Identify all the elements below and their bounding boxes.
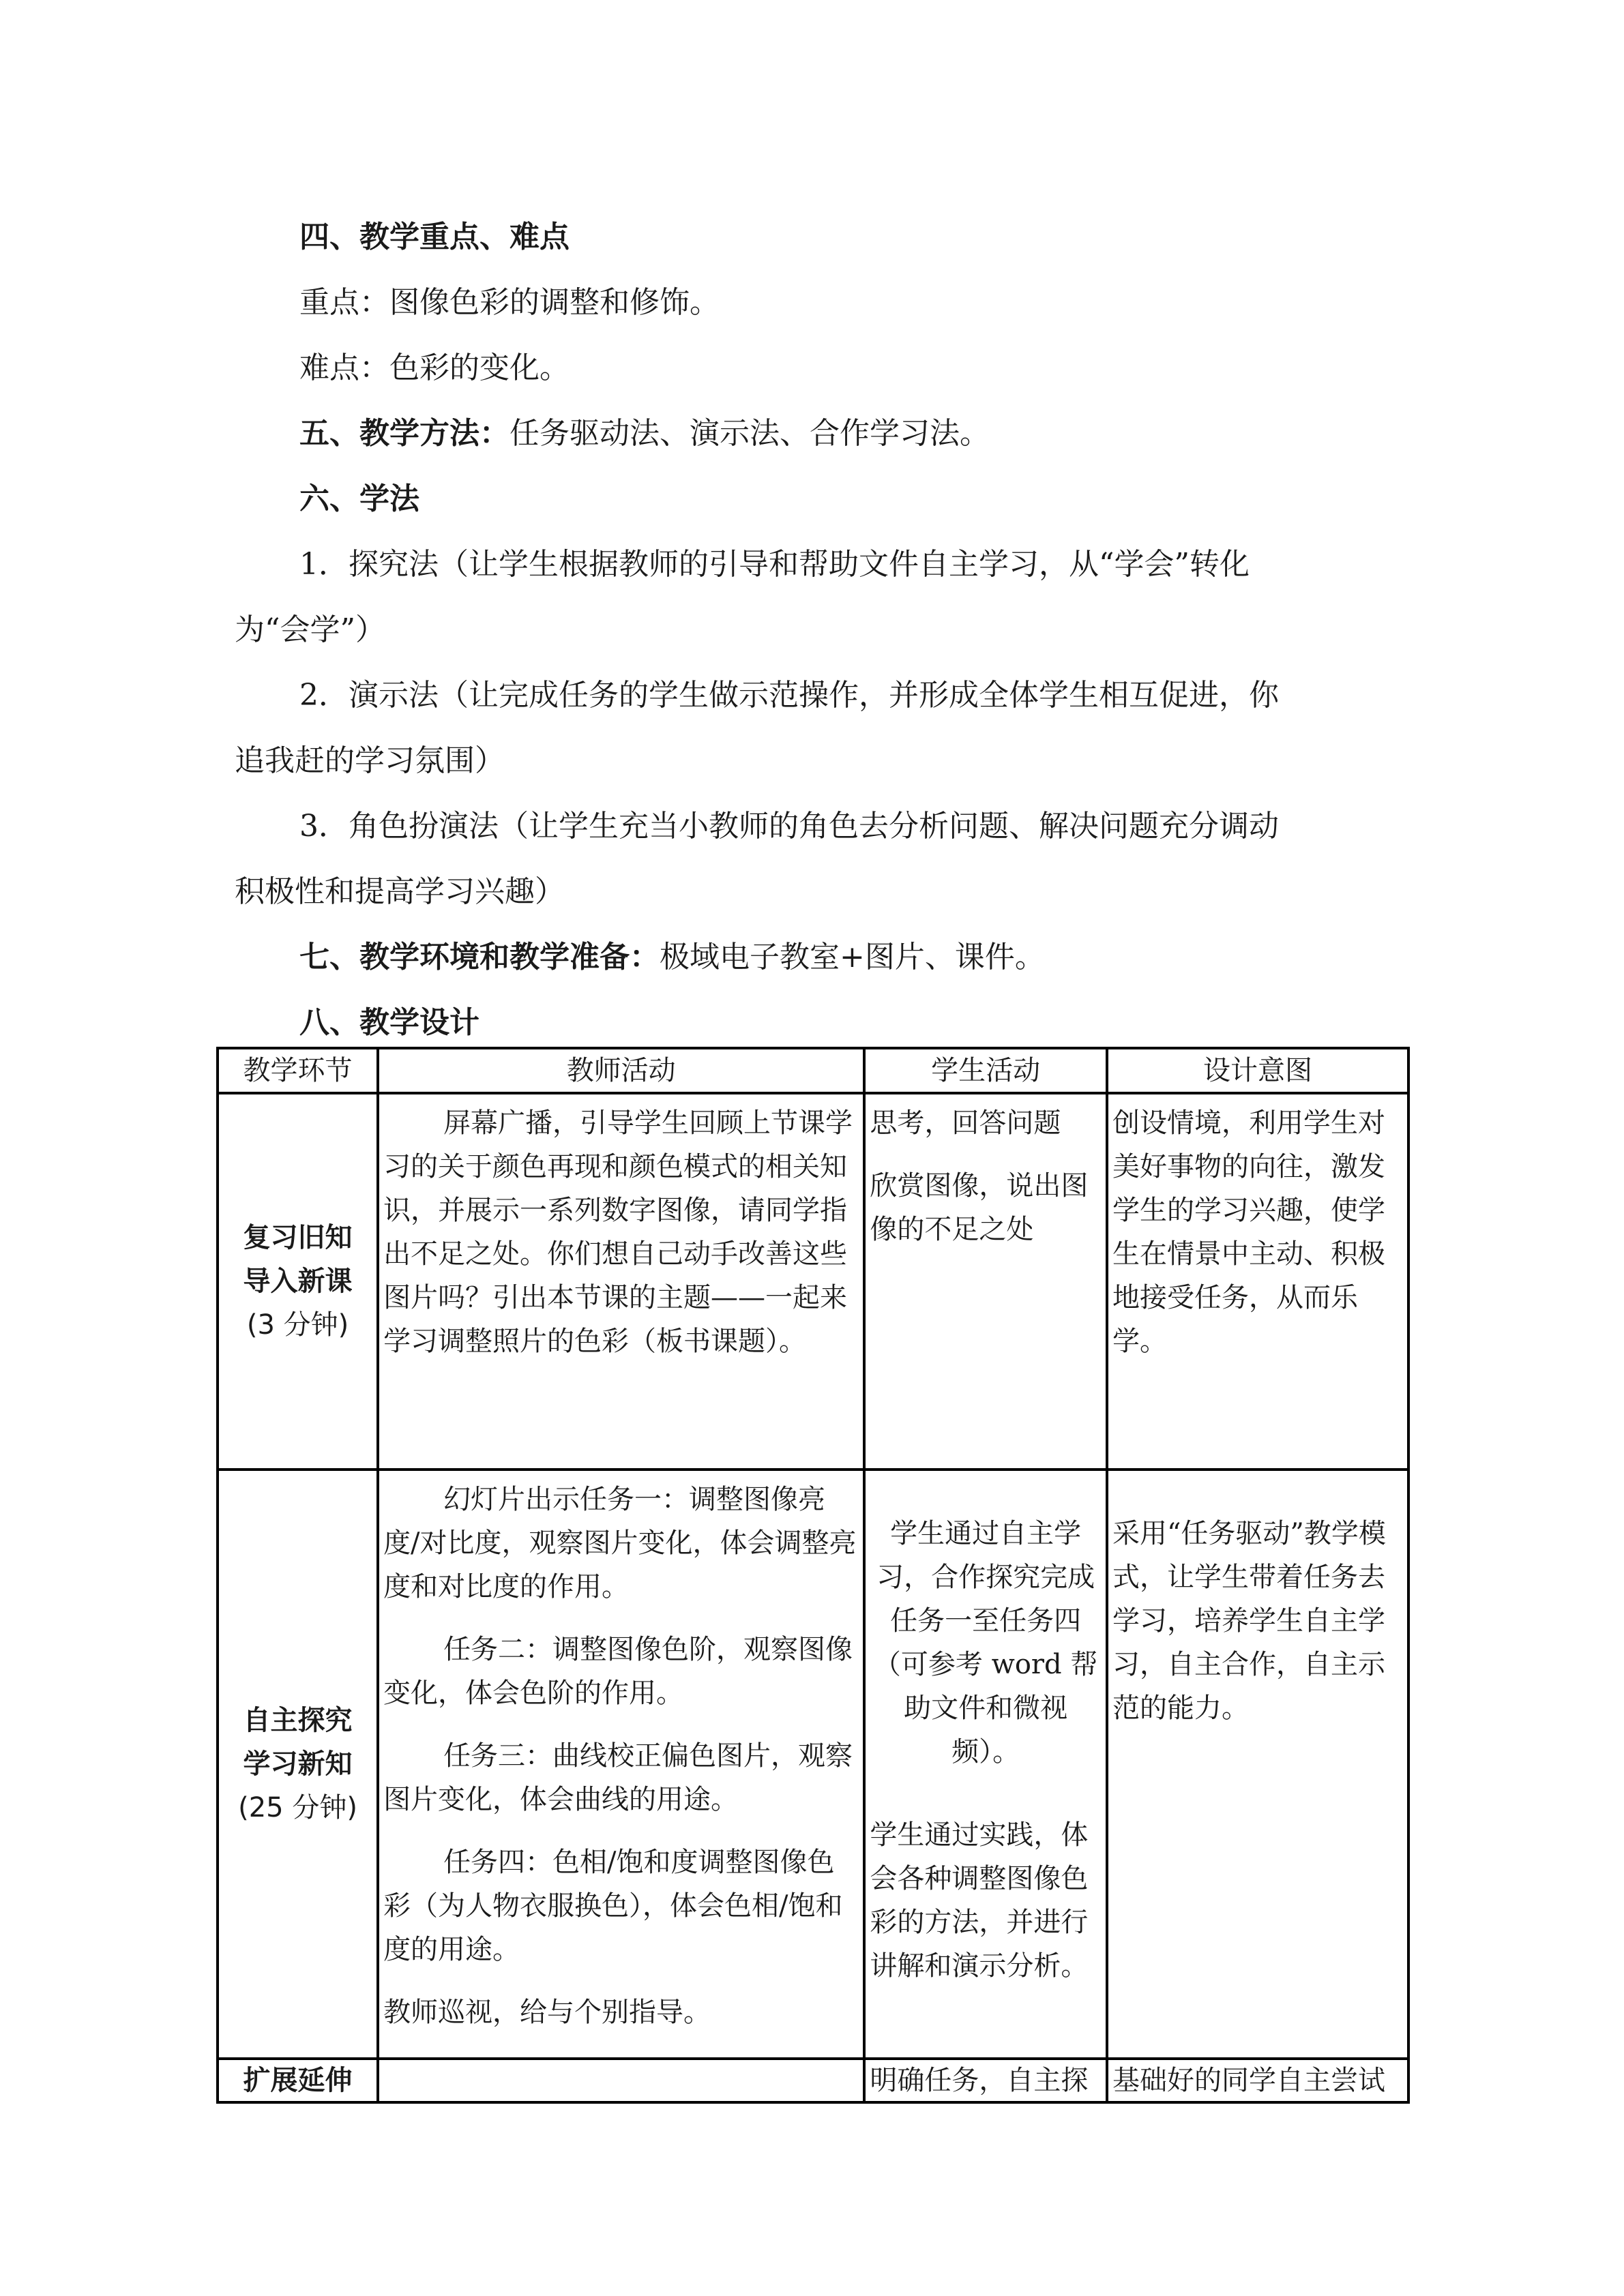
teacher-task-2: 任务二：调整图像色阶，观察图像变化，体会色阶的作用。 [383,1634,853,1709]
stage-duration: (25 分钟) [238,1792,357,1823]
method-item-2 [235,663,1381,794]
method-item-1 [235,532,1381,663]
design-intent-cell [1107,1093,1408,1470]
stage-name-line: 自主探究 [243,1704,353,1736]
section5-heading: 五、教学方法： [299,416,510,451]
student-activity-text: 学生通过实践，体会各种调整图像色彩的方法，并进行讲解和演示分析。 [870,1819,1089,1982]
student-activity-cell [864,1470,1107,2059]
header-teacher-activity: 教师活动 [378,1048,864,1093]
design-intent-cell [1107,1470,1408,2059]
method-item-2-line2: 追我赶的学习氛围） [235,743,505,778]
student-activity-text: 学生通过自主学习，合作探究完成任务一至任务四（可参考 word 帮助文件和微视频）。 [873,1518,1098,1768]
header-stage: 教学环节 [218,1048,378,1093]
table-header-row [218,1048,1408,1093]
stage-cell: 扩展延伸 [218,2059,378,2102]
student-activity-cell [864,1093,1107,1470]
teacher-activity-cell [378,2059,864,2102]
student-activity-text: 思考，回答问题 [870,1107,1061,1139]
method-item-3-line1: 3．角色扮演法（让学生充当小教师的角色去分析问题、解决问题充分调动 [299,809,1279,844]
method-item-1-line1: 1．探究法（让学生根据教师的引导和帮助文件自主学习，从“学会”转化 [299,547,1250,582]
table-row [218,2059,1408,2102]
stage-name-line: 复习旧知 [243,1221,353,1253]
section5-paragraph [299,401,1432,466]
header-design-intent: 设计意图 [1107,1048,1408,1093]
header-student-activity: 学生活动 [864,1048,1107,1093]
method-item-3-line2: 积极性和提高学习兴趣） [235,874,565,909]
table-row [218,1093,1408,1470]
teaching-design-table [216,1047,1410,2104]
teacher-task-1: 幻灯片出示任务一：调整图像亮度/对比度，观察图片变化，体会调整亮度和对比度的作用。 [383,1484,857,1602]
method-item-3 [235,794,1381,925]
difficulty-point: 难点：色彩的变化。 [299,351,570,385]
student-activity-cell [864,2059,1107,2102]
design-intent-text: 创设情境，利用学生对美好事物的向往，激发学生的学习兴趣，使学生在情景中主动、积极地接受任务，从而乐学。 [1112,1107,1385,1357]
teacher-activity-cell [378,1093,864,1470]
section6-heading: 六、学法 [299,481,419,516]
teacher-activity-text: 屏幕广播，引导学生回顾上节课学习的关于颜色再现和颜色模式的相关知识，并展示一系列数字图像，请同学指出不足之处。你们想自己动手改善这些图片吗？引出本节课的主题——一起来学习调整照片的色彩（板书课题）。 [383,1107,853,1357]
student-activity-text: 欣赏图像，说出图像的不足之处 [870,1170,1089,1245]
stage-duration: (3 分钟) [246,1309,349,1341]
table-row [218,1470,1408,2059]
student-activity-text: 明确任务，自主探 [870,2065,1089,2096]
teacher-guidance: 教师巡视，给与个别指导。 [383,1997,711,2028]
stage-name-line: 学习新知 [243,1748,353,1780]
design-intent-text: 采用“任务驱动”教学模式，让学生带着任务去学习，培养学生自主学习，自主合作，自主示范的能力。 [1112,1518,1386,1724]
method-item-1-line2: 为“会学”） [235,612,385,647]
section4-heading: 四、教学重点、难点 [299,220,570,254]
teacher-task-4: 任务四：色相/饱和度调整图像色彩（为人物衣服换色），体会色相/饱和度的用途。 [383,1847,843,1965]
section7-paragraph [299,925,1432,990]
key-point: 重点：图像色彩的调整和修饰。 [299,285,720,320]
stage-cell [218,1093,378,1470]
section7-heading: 七、教学环境和教学准备： [299,940,660,974]
design-intent-text: 基础好的同学自主尝试 [1112,2065,1385,2096]
section7-content: 极域电子教室+图片、课件。 [660,940,1045,974]
section8-heading: 八、教学设计 [299,1005,479,1040]
section5-content: 任务驱动法、演示法、合作学习法。 [510,416,990,451]
teacher-activity-cell [378,1470,864,2059]
design-intent-cell [1107,2059,1408,2102]
stage-cell [218,1470,378,2059]
stage-name-line: 导入新课 [243,1265,353,1297]
method-item-2-line1: 2．演示法（让完成任务的学生做示范操作，并形成全体学生相互促进，你 [299,678,1279,713]
teacher-task-3: 任务三：曲线校正偏色图片，观察图片变化，体会曲线的用途。 [383,1740,853,1815]
